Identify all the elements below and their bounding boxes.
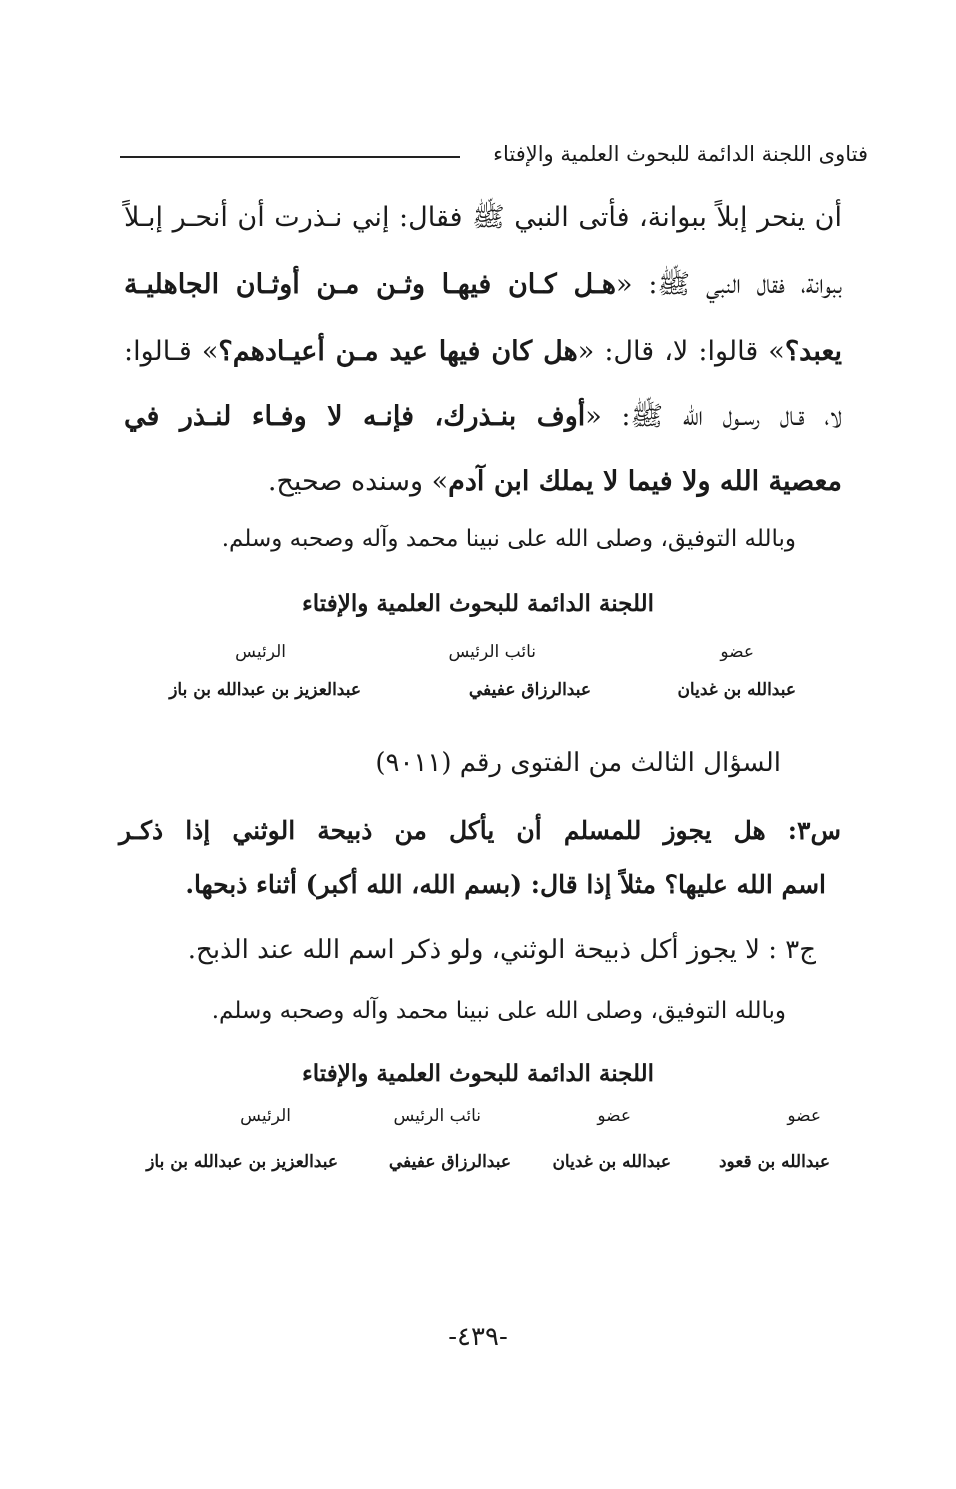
signature-roles-1 — [0, 642, 956, 672]
paragraph-line-4: لا، قـال رسـول الله ﷺ: «أوف بنـذرك، فإنـه لا وفـاء لنـذر في — [124, 401, 842, 432]
signature-roles-2 — [0, 1106, 956, 1136]
paragraph-line-3: يعبد؟» قالوا: لا، قال: «هل كان فيها عيد مـن أعيـادهم؟» قـالوا: — [124, 336, 843, 367]
signature-role: نائب الرئيس — [393, 1106, 481, 1126]
signature-name: عبدالرزاق عفيفي — [388, 1152, 511, 1172]
signature-role: عضو — [720, 642, 754, 662]
committee-title-1: اللجنة الدائمة للبحوث العلمية والإفتاء — [301, 590, 655, 617]
running-header: فتاوى اللجنة الدائمة للبحوث العلمية والإفتاء — [493, 142, 868, 166]
signature-names-2 — [0, 1152, 956, 1182]
signature-name: عبدالعزيز بن عبدالله بن باز — [169, 680, 361, 700]
question-line-2: اسم الله عليها؟ مثلاً إذا قال: (بسم الله، الله أكبر) أثناء ذبحها. — [185, 870, 826, 899]
page-number: -٤٣٩- — [448, 1322, 508, 1352]
closing-formula-1: وبالله التوفيق، وصلى الله على نبينا محمد وآله وصحبه وسلم. — [221, 526, 796, 552]
answer-text: ج٣ : لا يجوز أكل ذبيحة الوثني، ولو ذكر اسم الله عند الذبح. — [187, 935, 816, 965]
signature-role: نائب الرئيس — [448, 642, 536, 662]
paragraph-line-5: معصية الله ولا فيما لا يملك ابن آدم» وسنده صحيح. — [267, 466, 842, 497]
signature-role: عضو — [597, 1106, 631, 1126]
paragraph-line-1: أن ينحر إبلاً ببوانة، فأتى النبي ﷺ فقال: إني نـذرت أن أنحـر إبـلاً — [124, 202, 842, 233]
header-rule — [120, 156, 460, 158]
signature-role: الرئيس — [240, 1106, 291, 1126]
question-line-1: س٣: هل يجوز للمسلم أن يأكل من ذبيحة الوثني إذا ذكـر — [119, 816, 841, 845]
question-heading: السؤال الثالث من الفتوى رقم (٩٠١١) — [375, 748, 781, 778]
signature-name: عبدالله بن غديان — [552, 1152, 671, 1172]
signature-role: عضو — [787, 1106, 821, 1126]
signature-name: عبدالله بن قعود — [718, 1152, 830, 1172]
signature-name: عبدالله بن غديان — [677, 680, 796, 700]
closing-formula-2: وبالله التوفيق، وصلى الله على نبينا محمد وآله وصحبه وسلم. — [211, 998, 786, 1024]
signature-names-1 — [0, 680, 956, 710]
committee-title-2: اللجنة الدائمة للبحوث العلمية والإفتاء — [301, 1060, 655, 1087]
signature-role: الرئيس — [235, 642, 286, 662]
signature-name: عبدالعزيز بن عبدالله بن باز — [146, 1152, 338, 1172]
paragraph-line-2: ببوانة، فقال النبي ﷺ: «هـل كـان فيهـا وثـن مـن أوثـان الجاهليـة — [124, 269, 842, 300]
signature-name: عبدالرزاق عفيفي — [468, 680, 591, 700]
